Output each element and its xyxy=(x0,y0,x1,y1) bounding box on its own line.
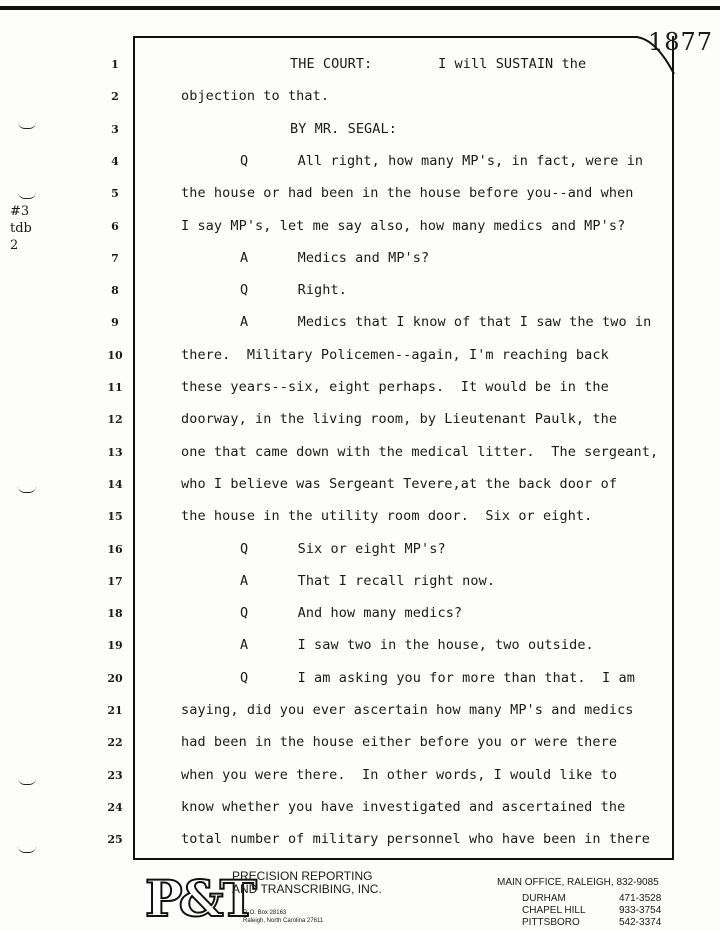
transcript-line: I say MP's, let me say also, how many medics and MP's? xyxy=(181,217,626,234)
line-number: 13 xyxy=(107,445,123,459)
line-number: 12 xyxy=(107,413,123,427)
line-number: 25 xyxy=(107,833,123,847)
transcript-line: A That I recall right now. xyxy=(240,572,496,589)
margin-mark-3 xyxy=(18,486,36,493)
transcript-line: Q And how many medics? xyxy=(240,605,463,622)
transcript-line: the house or had been in the house before you--and when xyxy=(181,185,634,202)
transcript-line: A Medics that I know of that I saw the two in xyxy=(240,314,652,331)
transcript-line: Q Right. xyxy=(240,282,347,299)
transcript-line: these years--six, eight perhaps. It would be in the xyxy=(181,379,609,395)
transcript-line: who I believe was Sergeant Tevere,at the back door of xyxy=(181,475,618,492)
office-phone-2: 933-3754 xyxy=(619,905,662,916)
line-number: 16 xyxy=(107,542,123,556)
margin-mark-5 xyxy=(18,846,36,853)
office-city-1: DURHAM xyxy=(522,893,566,904)
margin-note-line3: 2 xyxy=(10,238,19,253)
office-city-3: PITTSBORO xyxy=(522,917,580,928)
line-number: 7 xyxy=(111,251,119,265)
transcript-line: know whether you have investigated and ascertained the xyxy=(181,798,626,815)
office-phone-3: 542-3374 xyxy=(619,917,662,928)
office-phone-1: 471-3528 xyxy=(619,893,662,904)
line-number: 9 xyxy=(111,316,119,330)
line-number: 6 xyxy=(111,219,119,233)
margin-mark-2 xyxy=(18,192,36,199)
transcript-line: objection to that. xyxy=(181,88,330,105)
transcript-line: one that came down with the medical litter. The sergeant, xyxy=(181,443,659,460)
line-number: 22 xyxy=(107,736,123,750)
office-city-2: CHAPEL HILL xyxy=(522,905,586,916)
line-number: 19 xyxy=(107,639,123,653)
page-number: 1877 xyxy=(648,28,714,56)
transcript-line: THE COURT: I will SUSTAIN the xyxy=(290,56,587,72)
line-number: 15 xyxy=(107,510,123,524)
transcript-line: total number of military personnel who have been in there xyxy=(181,831,650,848)
margin-mark-1 xyxy=(18,122,36,129)
line-number: 1 xyxy=(111,58,119,71)
transcript-line: A Medics and MP's? xyxy=(240,249,430,266)
line-number: 2 xyxy=(111,90,119,104)
line-number: 8 xyxy=(111,284,119,298)
transcript-line: when you were there. In other words, I would like to xyxy=(181,766,618,783)
transcript-line: Q I am asking you for more than that. I am xyxy=(240,669,635,686)
company-address-line2: Raleigh, North Carolina 27611 xyxy=(243,918,324,924)
line-number: 5 xyxy=(111,187,119,201)
company-address-line1: P. O. Box 28163 xyxy=(243,910,287,916)
transcript-line: A I saw two in the house, two outside. xyxy=(240,637,594,654)
company-logo: P&T xyxy=(145,869,253,928)
transcript-line: had been in the house either before you or were there xyxy=(181,734,618,751)
line-number: 4 xyxy=(111,154,119,168)
main-office: MAIN OFFICE, RALEIGH, 832-9085 xyxy=(497,877,659,888)
company-name-line1: PRECISION REPORTING xyxy=(232,869,373,883)
line-number: 24 xyxy=(107,800,123,814)
transcript-line: Q Six or eight MP's? xyxy=(240,540,446,557)
line-number: 11 xyxy=(107,381,123,394)
transcript-line: the house in the utility room door. Six or eight. xyxy=(181,508,593,525)
margin-mark-4 xyxy=(18,778,36,785)
margin-note-line1: #3 xyxy=(10,204,30,219)
company-name-line2: AND TRANSCRIBING, INC. xyxy=(232,882,382,896)
transcript-line: saying, did you ever ascertain how many MP's and medics xyxy=(181,702,634,718)
line-number: 17 xyxy=(107,574,123,588)
line-number: 18 xyxy=(107,607,123,621)
line-number: 23 xyxy=(107,768,123,782)
line-number: 14 xyxy=(107,477,123,491)
transcript-line: Q All right, how many MP's, in fact, were in xyxy=(240,152,644,169)
transcript-line: there. Military Policemen--again, I'm reaching back xyxy=(181,346,609,363)
transcript-line: doorway, in the living room, by Lieutenant Paulk, the xyxy=(181,411,618,428)
line-number: 3 xyxy=(111,122,119,136)
line-number: 10 xyxy=(107,348,123,362)
top-rule xyxy=(0,6,720,10)
transcript-line: BY MR. SEGAL: xyxy=(290,120,397,137)
line-number: 20 xyxy=(107,671,123,685)
margin-note-line2: tdb xyxy=(10,221,32,236)
line-number: 21 xyxy=(107,704,123,717)
